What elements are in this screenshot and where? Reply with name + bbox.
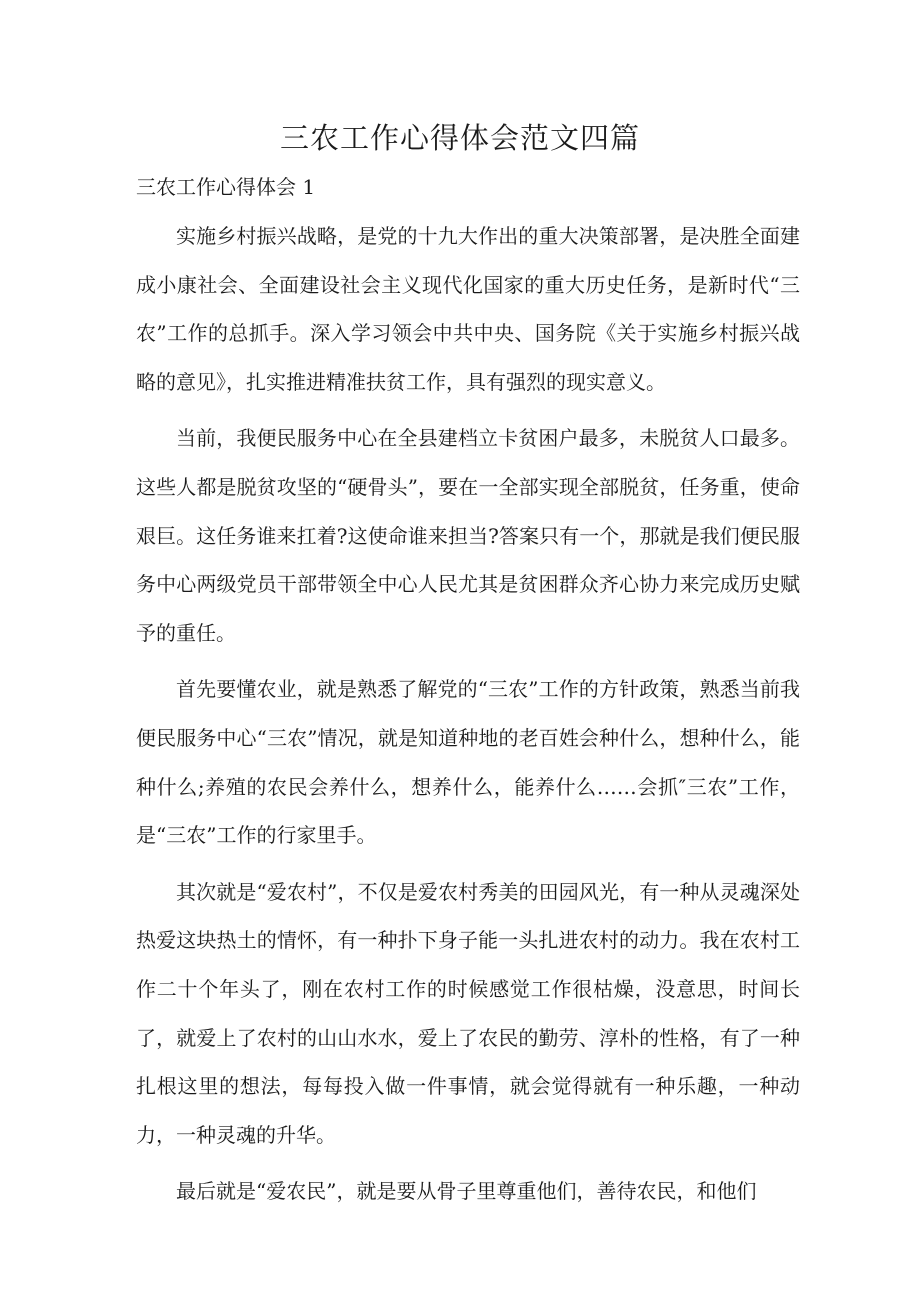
- document-body: [136, 212, 800, 1224]
- paragraph: 当前，我便民服务中心在全县建档立卡贫困户最多，未脱贫人口最多。这些人都是脱贫攻坚的“硬骨头”，要在一全部实现全部脱贫，任务重，使命艰巨。这任务谁来扛着?这使命谁来担当?答案只有一个，那就是我们便民服务中心两级党员干部带领全中心人民尤其是贫困群众齐心协力来完成历史赋予的重任。: [136, 426, 800, 645]
- paragraph: 其次就是“爱农村”，不仅是爱农村秀美的田园风光，有一种从灵魂深处热爱这块热土的情怀，有一种扑下身子能一头扎进农村的动力。我在农村工作二十个年头了，刚在农村工作的时候感觉工作很枯燥，没意思，时间长了，就爱上了农村的山山水水，爱上了农民的勤劳、淳朴的性格，有了一种扎根这里的想法，每每投入做一件事情，就会觉得就有一种乐趣，一种动力，一种灵魂的升华。: [136, 879, 800, 1147]
- section-heading: 三农工作心得体会 1: [136, 175, 316, 199]
- paragraph: 最后就是“爱农民”，就是要从骨子里尊重他们，善待农民，和他们: [176, 1179, 757, 1204]
- paragraph: 首先要懂农业，就是熟悉了解党的“三农”工作的方针政策，熟悉当前我便民服务中心“三农”情况，就是知道种地的老百姓会种什么，想种什么，能种什么;养殖的农民会养什么，想养什么，能养什么……会抓″三农”工作，是“三农”工作的行家里手。: [136, 677, 800, 848]
- paragraph: 实施乡村振兴战略，是党的十九大作出的重大决策部署，是决胜全面建成小康社会、全面建设社会主义现代化国家的重大历史任务，是新时代“三农”工作的总抓手。深入学习领会中共中央、国务院《关于实施乡村振兴战略的意见》，扎实推进精准扶贫工作，具有强烈的现实意义。: [136, 224, 800, 394]
- document-title: 三农工作心得体会范文四篇: [279, 121, 640, 155]
